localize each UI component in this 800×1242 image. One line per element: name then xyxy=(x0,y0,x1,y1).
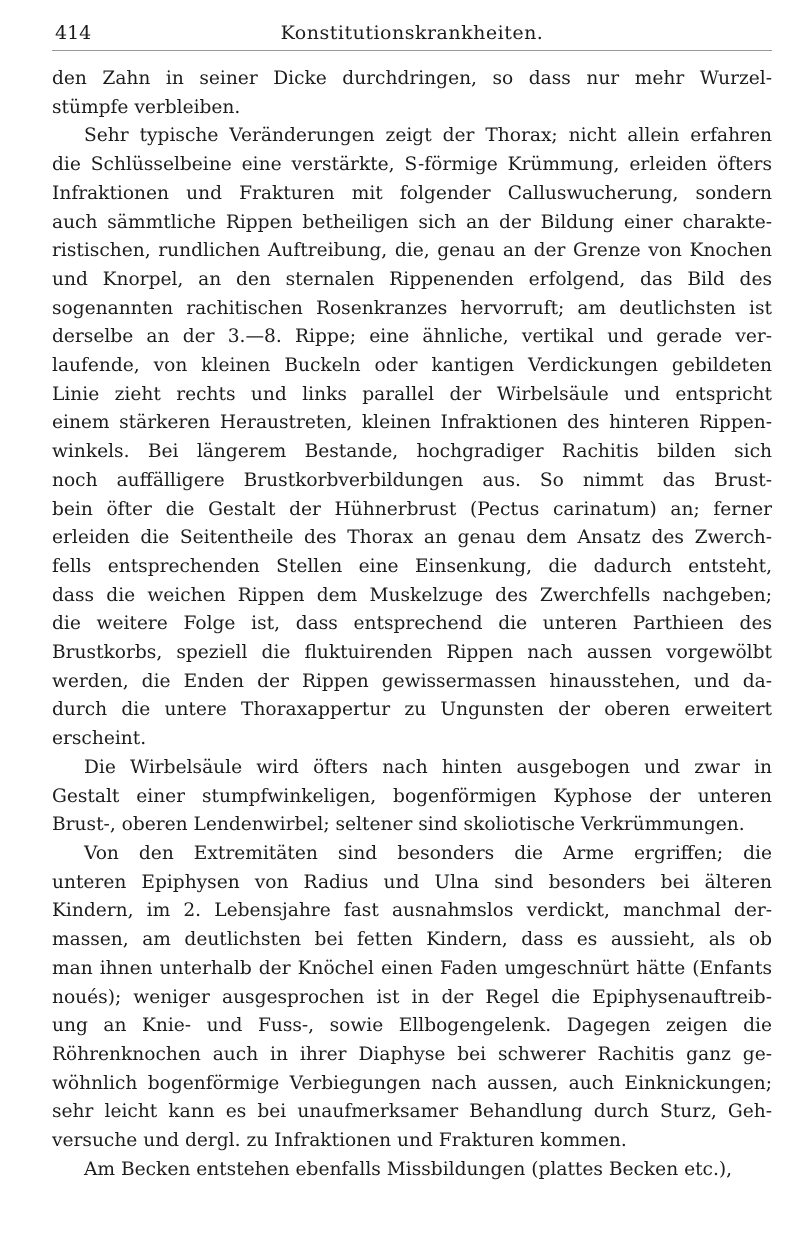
paragraph xyxy=(52,122,772,753)
text-line: massen, am deutlichsten bei fetten Kindern, dass es aussieht, als ob xyxy=(52,929,772,951)
text-line: bein öfter die Gestalt der Hühnerbrust (Pectus carinatum) an; ferner xyxy=(52,498,772,520)
text-line: sogenannten rachitischen Rosenkranzes hervorruft; am deutlichsten ist xyxy=(52,297,772,319)
text-line: Brustkorbs, speziell die fluktuirenden Rippen nach aussen vorgewölbt xyxy=(52,642,772,664)
text-line: Brust-, oberen Lendenwirbel; seltener sind skoliotische Verkrümmungen. xyxy=(52,814,745,836)
body-text xyxy=(52,65,772,1184)
text-line: Gestalt einer stumpfwinkeligen, bogenförmigen Kyphose der unteren xyxy=(52,785,772,807)
page-number: 414 xyxy=(55,22,92,44)
text-line: unteren Epiphysen von Radius und Ulna sind besonders bei älteren xyxy=(52,871,772,893)
text-line: Die Wirbelsäule wird öfters nach hinten ausgebogen und zwar in xyxy=(84,756,772,778)
book-page xyxy=(52,20,772,1184)
text-line: noch auffälligere Brustkorbverbildungen aus. So nimmt das Brust- xyxy=(52,469,772,491)
text-line: versuche und dergl. zu Infraktionen und Frakturen kommen. xyxy=(52,1130,627,1152)
text-line: laufende, von kleinen Buckeln oder kantigen Verdickungen gebildeten xyxy=(52,355,772,377)
text-line: auch sämmtliche Rippen betheiligen sich an der Bildung einer charakte- xyxy=(52,211,772,233)
paragraph xyxy=(52,840,772,1156)
text-line: sehr leicht kann es bei unaufmerksamer Behandlung durch Sturz, Geh- xyxy=(52,1101,772,1123)
text-line: dass die weichen Rippen dem Muskelzuge des Zwerchfells nachgeben; xyxy=(52,584,772,606)
text-line: die Schlüsselbeine eine verstärkte, S-förmige Krümmung, erleiden öfters xyxy=(52,154,772,176)
text-line: winkels. Bei längerem Bestande, hochgradiger Rachitis bilden sich xyxy=(52,441,772,463)
text-line: und Knorpel, an den sternalen Rippenenden erfolgend, das Bild des xyxy=(52,268,772,290)
paragraph xyxy=(52,754,772,840)
text-line: den Zahn in seiner Dicke durchdringen, so dass nur mehr Wurzel- xyxy=(52,68,772,89)
text-line: man ihnen unterhalb der Knöchel einen Faden umgeschnürt hätte (Enfants xyxy=(52,957,772,979)
text-line: ung an Knie- und Fuss-, sowie Ellbogengelenk. Dagegen zeigen die xyxy=(52,1015,772,1037)
text-line: erscheint. xyxy=(52,728,147,750)
text-line: Von den Extremitäten sind besonders die Arme ergriffen; die xyxy=(84,842,772,864)
text-line: wöhnlich bogenförmige Verbiegungen nach aussen, auch Einknickungen; xyxy=(52,1072,772,1094)
text-line: derselbe an der 3.—8. Rippe; eine ähnliche, vertikal und gerade ver- xyxy=(52,326,772,348)
running-head xyxy=(52,20,772,46)
header-rule xyxy=(52,50,772,51)
text-line: die weitere Folge ist, dass entsprechend die unteren Parthieen des xyxy=(52,613,772,635)
text-line: einem stärkeren Heraustreten, kleinen Infraktionen des hinteren Rippen- xyxy=(52,412,772,434)
paragraph xyxy=(52,65,772,122)
text-line: stümpfe verbleiben. xyxy=(52,96,241,118)
text-line: Am Becken entstehen ebenfalls Missbildungen (plattes Becken etc.), xyxy=(84,1158,733,1180)
text-line: erleiden die Seitentheile des Thorax an genau dem Ansatz des Zwerch- xyxy=(52,527,772,549)
text-line: ristischen, rundlichen Auftreibung, die, genau an der Grenze von Knochen xyxy=(52,240,772,262)
running-title: Konstitutionskrankheiten. xyxy=(280,22,544,44)
text-line: fells entsprechenden Stellen eine Einsenkung, die dadurch entsteht, xyxy=(52,555,772,577)
text-line: werden, die Enden der Rippen gewissermassen hinausstehen, und da- xyxy=(52,670,772,692)
text-line: Linie zieht rechts und links parallel der Wirbelsäule und entspricht xyxy=(52,383,772,405)
text-line: durch die untere Thoraxappertur zu Ungunsten der oberen erweitert xyxy=(52,699,772,721)
text-line: Sehr typische Veränderungen zeigt der Thorax; nicht allein erfahren xyxy=(84,125,772,147)
text-line: Infraktionen und Frakturen mit folgender Calluswucherung, sondern xyxy=(52,182,772,204)
text-line: noués); weniger ausgesprochen ist in der Regel die Epiphysenauftreib- xyxy=(52,986,772,1008)
text-line: Kindern, im 2. Lebensjahre fast ausnahmslos verdickt, manchmal der- xyxy=(52,900,772,922)
paragraph xyxy=(52,1156,772,1185)
text-line: Röhrenknochen auch in ihrer Diaphyse bei schwerer Rachitis ganz ge- xyxy=(52,1043,772,1065)
